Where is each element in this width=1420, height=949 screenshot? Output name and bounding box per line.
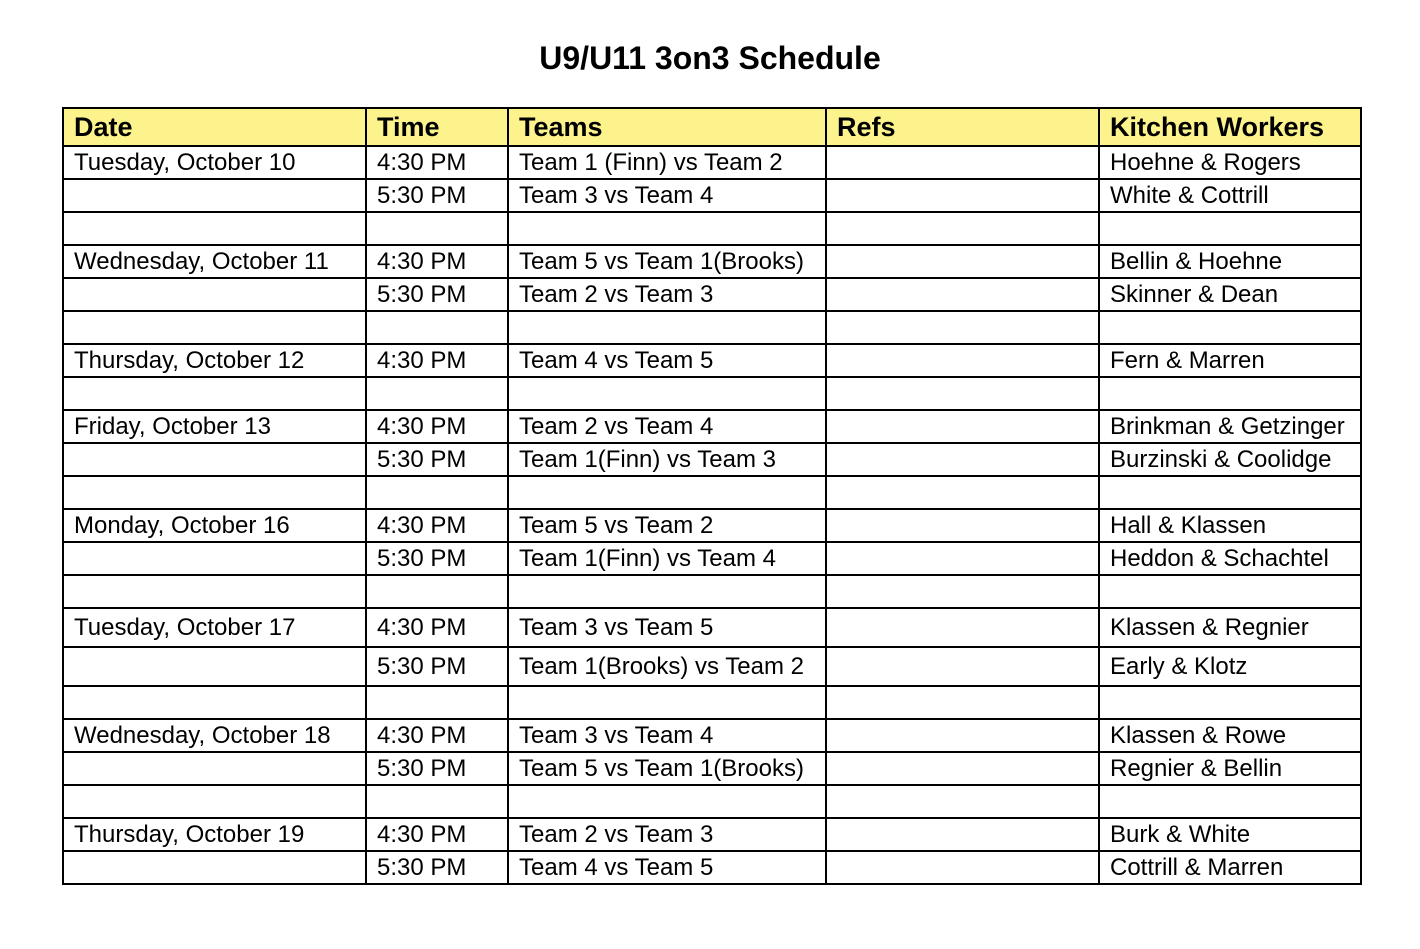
teams-cell: Team 2 vs Team 3 bbox=[508, 278, 826, 311]
time-cell: 5:30 PM bbox=[366, 647, 508, 686]
header-row bbox=[63, 108, 1361, 146]
teams-cell: Team 4 vs Team 5 bbox=[508, 344, 826, 377]
teams-cell: Team 1(Finn) vs Team 3 bbox=[508, 443, 826, 476]
refs-cell bbox=[826, 344, 1099, 377]
time-cell: 5:30 PM bbox=[366, 443, 508, 476]
page-title: U9/U11 3on3 Schedule bbox=[539, 40, 881, 76]
date-cell bbox=[63, 752, 366, 785]
refs-cell bbox=[826, 608, 1099, 647]
date-cell: Tuesday, October 17 bbox=[63, 608, 366, 647]
refs-cell bbox=[826, 785, 1099, 818]
kitchen-workers-cell: Fern & Marren bbox=[1099, 344, 1361, 377]
time-cell bbox=[366, 311, 508, 344]
kitchen-workers-cell: Skinner & Dean bbox=[1099, 278, 1361, 311]
time-cell bbox=[366, 575, 508, 608]
refs-cell bbox=[826, 146, 1099, 179]
time-cell: 4:30 PM bbox=[366, 608, 508, 647]
date-cell bbox=[63, 278, 366, 311]
teams-cell: Team 3 vs Team 4 bbox=[508, 179, 826, 212]
refs-cell bbox=[826, 509, 1099, 542]
teams-cell: Team 3 vs Team 4 bbox=[508, 719, 826, 752]
date-cell bbox=[63, 542, 366, 575]
refs-cell bbox=[826, 212, 1099, 245]
date-cell bbox=[63, 377, 366, 410]
teams-cell: Team 5 vs Team 2 bbox=[508, 509, 826, 542]
table-row bbox=[63, 212, 1361, 245]
table-row bbox=[63, 311, 1361, 344]
table-row bbox=[63, 686, 1361, 719]
date-cell bbox=[63, 647, 366, 686]
time-cell: 4:30 PM bbox=[366, 245, 508, 278]
kitchen-workers-cell: Heddon & Schachtel bbox=[1099, 542, 1361, 575]
kitchen-workers-cell: Hoehne & Rogers bbox=[1099, 146, 1361, 179]
table-row bbox=[63, 344, 1361, 377]
kitchen-workers-cell bbox=[1099, 212, 1361, 245]
date-cell: Friday, October 13 bbox=[63, 410, 366, 443]
teams-cell: Team 2 vs Team 3 bbox=[508, 818, 826, 851]
refs-cell bbox=[826, 686, 1099, 719]
kitchen-workers-cell: Brinkman & Getzinger bbox=[1099, 410, 1361, 443]
refs-cell bbox=[826, 752, 1099, 785]
table-row bbox=[63, 443, 1361, 476]
time-cell: 4:30 PM bbox=[366, 410, 508, 443]
date-cell bbox=[63, 785, 366, 818]
schedule-table bbox=[62, 107, 1362, 885]
kitchen-workers-cell: Klassen & Regnier bbox=[1099, 608, 1361, 647]
refs-cell bbox=[826, 575, 1099, 608]
kitchen-workers-cell bbox=[1099, 377, 1361, 410]
time-cell bbox=[366, 377, 508, 410]
refs-cell bbox=[826, 179, 1099, 212]
date-cell bbox=[63, 476, 366, 509]
time-cell: 4:30 PM bbox=[366, 818, 508, 851]
table-row bbox=[63, 509, 1361, 542]
time-cell: 4:30 PM bbox=[366, 146, 508, 179]
time-cell: 4:30 PM bbox=[366, 509, 508, 542]
time-cell: 5:30 PM bbox=[366, 542, 508, 575]
kitchen-workers-cell: Early & Klotz bbox=[1099, 647, 1361, 686]
date-cell: Tuesday, October 10 bbox=[63, 146, 366, 179]
teams-cell: Team 1(Finn) vs Team 4 bbox=[508, 542, 826, 575]
table-row bbox=[63, 752, 1361, 785]
time-cell: 5:30 PM bbox=[366, 278, 508, 311]
time-cell: 4:30 PM bbox=[366, 719, 508, 752]
date-cell: Thursday, October 12 bbox=[63, 344, 366, 377]
teams-cell bbox=[508, 212, 826, 245]
date-cell bbox=[63, 575, 366, 608]
time-cell: 4:30 PM bbox=[366, 344, 508, 377]
teams-cell bbox=[508, 311, 826, 344]
refs-cell bbox=[826, 377, 1099, 410]
date-cell bbox=[63, 686, 366, 719]
kitchen-workers-cell: Klassen & Rowe bbox=[1099, 719, 1361, 752]
teams-cell bbox=[508, 575, 826, 608]
refs-cell bbox=[826, 278, 1099, 311]
kitchen-workers-cell: White & Cottrill bbox=[1099, 179, 1361, 212]
kitchen-workers-cell bbox=[1099, 686, 1361, 719]
header-kitchen-workers: Kitchen Workers bbox=[1099, 108, 1361, 146]
table-row bbox=[63, 476, 1361, 509]
kitchen-workers-cell: Burk & White bbox=[1099, 818, 1361, 851]
kitchen-workers-cell: Regnier & Bellin bbox=[1099, 752, 1361, 785]
header-date: Date bbox=[63, 108, 366, 146]
kitchen-workers-cell bbox=[1099, 575, 1361, 608]
time-cell bbox=[366, 212, 508, 245]
schedule-body bbox=[63, 146, 1361, 884]
kitchen-workers-cell: Bellin & Hoehne bbox=[1099, 245, 1361, 278]
date-cell: Thursday, October 19 bbox=[63, 818, 366, 851]
table-row bbox=[63, 377, 1361, 410]
table-row bbox=[63, 245, 1361, 278]
time-cell: 5:30 PM bbox=[366, 752, 508, 785]
teams-cell: Team 2 vs Team 4 bbox=[508, 410, 826, 443]
time-cell bbox=[366, 686, 508, 719]
refs-cell bbox=[826, 647, 1099, 686]
date-cell: Wednesday, October 18 bbox=[63, 719, 366, 752]
table-row bbox=[63, 542, 1361, 575]
table-row bbox=[63, 575, 1361, 608]
date-cell: Wednesday, October 11 bbox=[63, 245, 366, 278]
teams-cell bbox=[508, 785, 826, 818]
kitchen-workers-cell bbox=[1099, 476, 1361, 509]
header-time: Time bbox=[366, 108, 508, 146]
table-row bbox=[63, 179, 1361, 212]
kitchen-workers-cell bbox=[1099, 311, 1361, 344]
refs-cell bbox=[826, 476, 1099, 509]
teams-cell: Team 5 vs Team 1(Brooks) bbox=[508, 752, 826, 785]
teams-cell bbox=[508, 377, 826, 410]
teams-cell: Team 1 (Finn) vs Team 2 bbox=[508, 146, 826, 179]
table-row bbox=[63, 410, 1361, 443]
date-cell bbox=[63, 179, 366, 212]
table-row bbox=[63, 851, 1361, 884]
refs-cell bbox=[826, 851, 1099, 884]
date-cell bbox=[63, 851, 366, 884]
teams-cell: Team 4 vs Team 5 bbox=[508, 851, 826, 884]
table-row bbox=[63, 785, 1361, 818]
kitchen-workers-cell: Hall & Klassen bbox=[1099, 509, 1361, 542]
header-refs: Refs bbox=[826, 108, 1099, 146]
teams-cell bbox=[508, 686, 826, 719]
time-cell bbox=[366, 476, 508, 509]
table-row bbox=[63, 608, 1361, 647]
refs-cell bbox=[826, 245, 1099, 278]
time-cell: 5:30 PM bbox=[366, 179, 508, 212]
table-row bbox=[63, 719, 1361, 752]
refs-cell bbox=[826, 443, 1099, 476]
teams-cell: Team 5 vs Team 1(Brooks) bbox=[508, 245, 826, 278]
table-row bbox=[63, 278, 1361, 311]
header-teams: Teams bbox=[508, 108, 826, 146]
date-cell: Monday, October 16 bbox=[63, 509, 366, 542]
date-cell bbox=[63, 311, 366, 344]
refs-cell bbox=[826, 311, 1099, 344]
date-cell bbox=[63, 212, 366, 245]
refs-cell bbox=[826, 818, 1099, 851]
refs-cell bbox=[826, 410, 1099, 443]
refs-cell bbox=[826, 542, 1099, 575]
teams-cell: Team 1(Brooks) vs Team 2 bbox=[508, 647, 826, 686]
refs-cell bbox=[826, 719, 1099, 752]
table-row bbox=[63, 818, 1361, 851]
kitchen-workers-cell: Cottrill & Marren bbox=[1099, 851, 1361, 884]
table-row bbox=[63, 647, 1361, 686]
kitchen-workers-cell: Burzinski & Coolidge bbox=[1099, 443, 1361, 476]
time-cell: 5:30 PM bbox=[366, 851, 508, 884]
teams-cell: Team 3 vs Team 5 bbox=[508, 608, 826, 647]
date-cell bbox=[63, 443, 366, 476]
time-cell bbox=[366, 785, 508, 818]
teams-cell bbox=[508, 476, 826, 509]
table-row bbox=[63, 146, 1361, 179]
kitchen-workers-cell bbox=[1099, 785, 1361, 818]
